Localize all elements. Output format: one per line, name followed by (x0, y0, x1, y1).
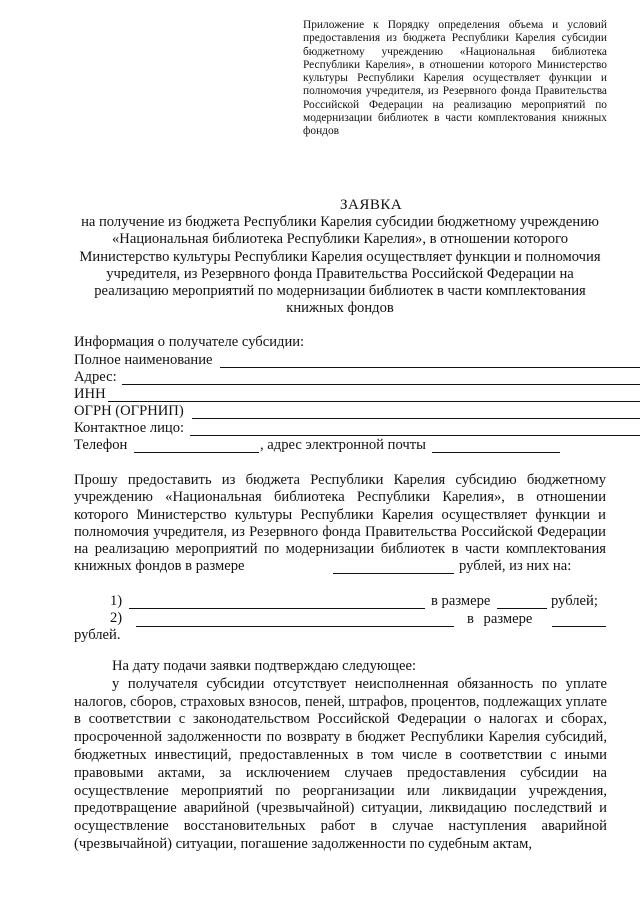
total-amount-field[interactable] (333, 573, 454, 574)
inn-field[interactable] (108, 401, 640, 402)
document-title: ЗАЯВКА (340, 197, 403, 213)
confirmation-intro: На дату подачи заявки подтверждаю следующее: (112, 658, 417, 674)
item-2-purpose-field[interactable] (136, 626, 454, 627)
item-1-number: 1) (110, 593, 123, 609)
phone-label: Телефон (74, 437, 128, 453)
request-tail: рублей, из них на: (459, 558, 572, 574)
contact-person-field[interactable] (190, 435, 640, 436)
email-label: , адрес электронной почты (260, 437, 426, 453)
document-subtitle: на получение из бюджета Республики Карелия субсидии бюджетному учреждению «Национальная библиотека Республики Карелия», в отношении которого Министерство культуры Республики Карелия осуществляет функции и полномочия учредителя, из Резервного фонда Правительства Российской Федерации на реализацию мероприятий по модернизации библиотек в части комплектования книжных фондов (79, 214, 601, 317)
item-1-purpose-field[interactable] (129, 608, 425, 609)
item-2-amount-field[interactable] (552, 626, 606, 627)
item-2-rubles: рублей. (74, 627, 121, 643)
item-2-number: 2) (110, 610, 123, 626)
annex-note: Приложение к Порядку определения объема и условий предоставления из бюджета Республики Карелия субсидии бюджетному учреждению «Национальная библиотека Республики Карелия», в отношении которого Министерство культуры Республики Карелия осуществляет функции и полномочия учредителя, из Резервного фонда Правительства Российской Федерации на реализацию мероприятий по модернизации библиотек в части комплектования книжных фондов (303, 19, 607, 138)
full-name-field[interactable] (220, 367, 640, 368)
address-label: Адрес: (74, 369, 117, 385)
phone-field[interactable] (134, 452, 259, 453)
item-1-in-amount: в размере (431, 593, 491, 609)
ogrn-label: ОГРН (ОГРНИП) (74, 403, 184, 419)
confirmation-paragraph: у получателя субсидии отсутствует неисполненная обязанность по уплате налогов, сборов, страховых взносов, пеней, штрафов, процентов, подлежащих уплате в соответствии с законодательством Российской Федерации о налогах и сборах, просроченной задолженности по возврату в бюджет Республики Карелия субсидий, бюджетных инвестиций, предоставленных в том числе в соответствии с иными правовыми актами, за исключением случаев предоставления субсидии на осуществление мероприятий по реорганизации или ликвидации учреждения, предотвращение аварийной (чрезвычайной) ситуации, ликвидацию последствий и осуществление восстановительных работ в случае наступления аварийной (чрезвычайной) ситуации, погашение задолженности по судебным актам, (74, 675, 607, 852)
request-text: Прошу предоставить из бюджета Республики Карелия субсидию бюджетному учреждению «Национальная библиотека Республики Карелия», в отношении которого Министерство культуры Республики Карелия осуществляет функции и полномочия учредителя, из Резервного фонда Правительства Российской Федерации на реализацию мероприятий по модернизации библиотек в части комплектования книжных фондов в размере (74, 472, 606, 575)
full-name-label: Полное наименование (74, 352, 213, 368)
item-1-amount-field[interactable] (497, 608, 547, 609)
email-field[interactable] (432, 452, 560, 453)
confirmation-section (74, 658, 607, 854)
ogrn-field[interactable] (192, 418, 640, 419)
inn-label: ИНН (74, 386, 106, 402)
item-1-rubles: рублей; (551, 593, 598, 609)
address-field[interactable] (122, 384, 640, 385)
contact-person-label: Контактное лицо: (74, 420, 185, 436)
item-2-in-amount: в размере (467, 611, 533, 627)
recipient-info-heading: Информация о получателе субсидии: (74, 334, 305, 350)
